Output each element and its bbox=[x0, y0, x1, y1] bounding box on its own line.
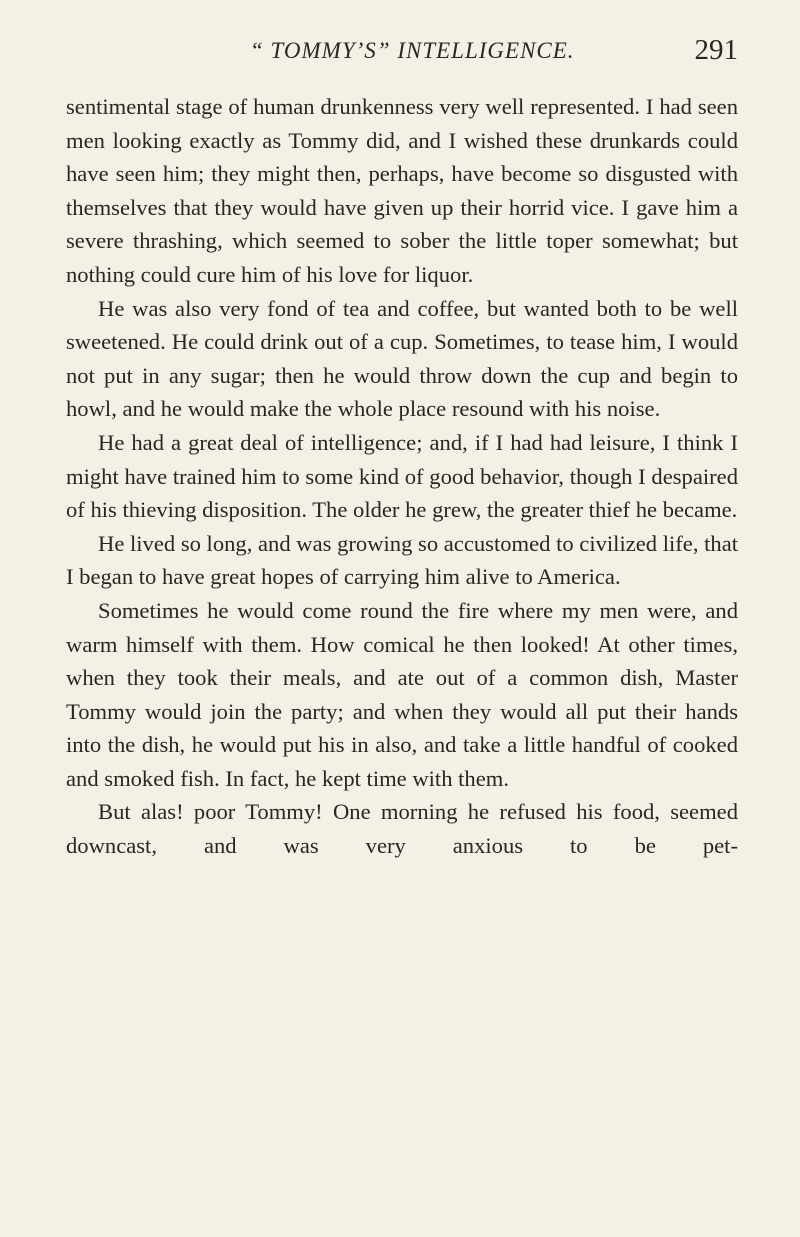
paragraph-civilized-life: He lived so long, and was growing so accustomed to civilized life, that I began to have great hopes of carrying him alive to America. bbox=[66, 530, 739, 590]
paragraph-tea-and-coffee: He was also very fond of tea and coffee, but wanted both to be well sweetened. He could drink out of a cup. Sometimes, to tease him, I would not put in any sugar; then he would throw down the cup and begin to howl, and he would make the whole place resound with his noise. bbox=[66, 295, 738, 422]
page-body-text bbox=[66, 90, 738, 863]
running-header bbox=[66, 34, 738, 78]
page-number: 291 bbox=[694, 34, 738, 66]
paragraph-continued: sentimental stage of human drunkenness very well represented. I had seen men looking exactly as Tommy did, and I wished these drunkards could have seen him; they might then, perhaps, have become so disgusted with themselves that they would have given up their horrid vice. I gave him a severe thrashing, which seemed to sober the little toper somewhat; but nothing could cure him of his love for liquor. bbox=[66, 94, 738, 287]
chapter-running-title: “ TOMMY’S” INTELLIGENCE. bbox=[250, 38, 575, 63]
paragraph-intelligence: He had a great deal of intelligence; and, if I had had leisure, I think I might have trained him to some kind of good behavior, though I despaired of his thieving disposition. The older he grew, the greater thief he became. bbox=[66, 429, 738, 523]
paragraph-fire-and-meals: Sometimes he would come round the fire where my men were, and warm himself with them. How comical he then looked! At other times, when they took their meals, and ate out of a common dish, Master Tommy would join the party; and when they would all put their hands into the dish, he would put his in also, and take a little handful of cooked and smoked fish. In fact, he kept time with them. bbox=[66, 597, 738, 791]
paragraph-poor-tommy: But alas! poor Tommy! One morning he refused his food, seemed downcast, and was very anxious to be pet- bbox=[66, 799, 738, 859]
book-page bbox=[66, 34, 739, 1218]
